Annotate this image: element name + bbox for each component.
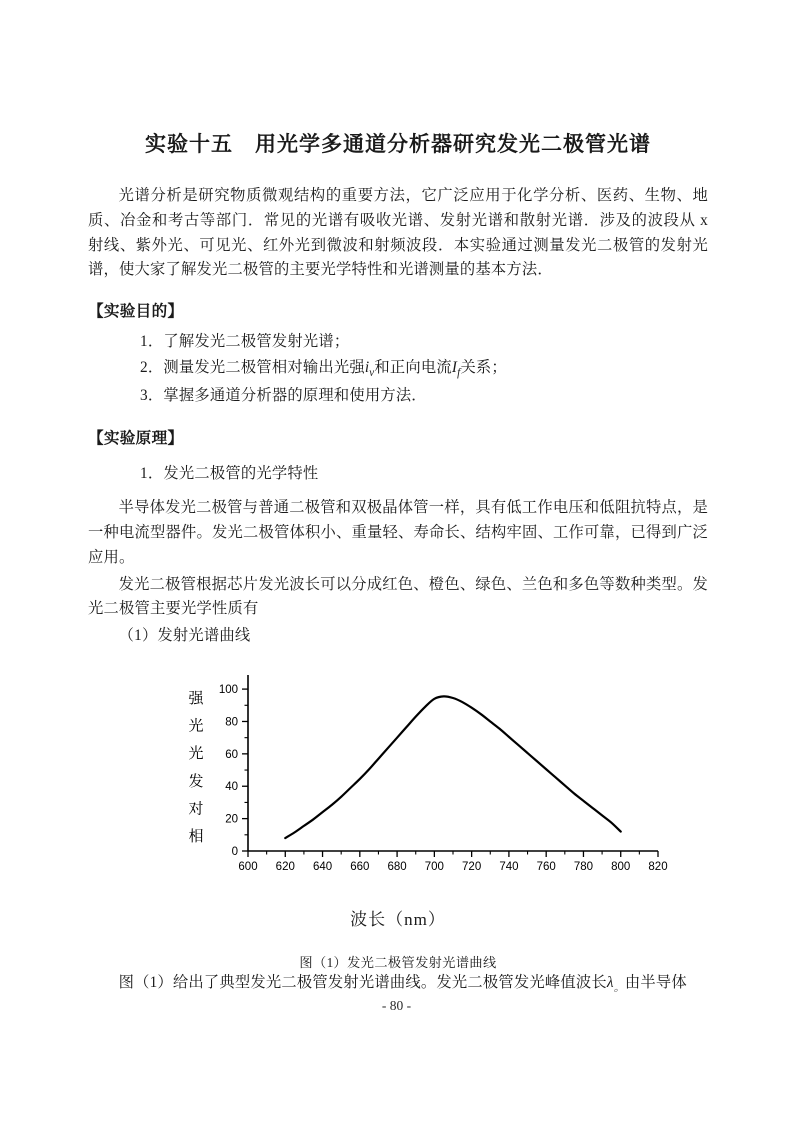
section-heading-objectives: 【实验目的】 <box>88 303 184 321</box>
chart-x-tick-label: 740 <box>499 861 519 873</box>
symbol-iv <box>364 359 375 380</box>
chart-x-tick-label: 760 <box>536 861 556 873</box>
tail-text-after: 由半导体 <box>624 974 687 991</box>
item-text: 测量发光二极管相对输出光强 <box>163 359 365 377</box>
chart-x-tick-label: 720 <box>462 861 482 873</box>
symbol-base: I <box>451 359 458 377</box>
symbol-base: λ <box>606 974 614 991</box>
chart-x-tick-label: 780 <box>573 861 594 873</box>
subsection-item-1: （1）发射光谱曲线 <box>118 627 251 645</box>
page-number: - 80 - <box>381 998 412 1013</box>
chart-y-tick-label: 40 <box>225 781 238 794</box>
item-text: 了解发光二极管发射光谱； <box>163 333 350 351</box>
item-number: 3． <box>140 387 164 405</box>
chart-x-tick-label: 600 <box>238 861 258 873</box>
list-item <box>140 383 708 409</box>
tail-paragraph <box>88 971 708 998</box>
principle-paragraph-2: 发光二极管根据芯片发光波长可以分成红色、橙色、绿色、兰色和多色等数种类型。发光二极管主要光学性质有 <box>88 575 708 618</box>
chart-x-tick-label: 640 <box>312 861 333 873</box>
tail-text-before: 图（1）给出了典型发光二极管发射光谱曲线。发光二极管发光峰值波长 <box>118 974 607 991</box>
item-text-mid: 和正向电流 <box>374 359 452 377</box>
symbol-subscript: v <box>369 367 375 380</box>
chart-container <box>88 673 708 903</box>
chart-y-axis-label-char: 发 <box>188 772 204 790</box>
symbol-subscript: 。 <box>613 982 625 995</box>
item-text-after: 关系； <box>460 359 507 377</box>
chart-x-tick-label: 620 <box>275 861 295 873</box>
page-title: 实验十五 用光学多通道分析器研究发光二极管光谱 <box>145 133 651 156</box>
chart-x-tick-label: 660 <box>350 861 370 873</box>
chart-y-axis-label-char: 光 <box>188 717 204 735</box>
emission-spectrum-chart <box>88 673 708 873</box>
chart-y-tick-label: 60 <box>225 748 238 761</box>
chart-x-tick-label: 680 <box>387 861 407 873</box>
principle-paragraph-1: 半导体发光二极管与普通二极管和双极晶体管一样，具有低工作电压和低阻抗特点，是一种电流型器件。发光二极管体积小、重量轻、寿命长、结构牢固、工作可靠，已得到广泛应用。 <box>88 499 708 566</box>
figure-caption: 图（1）发光二极管发射光谱曲线 <box>299 955 497 970</box>
symbol-lambda-peak <box>606 974 625 995</box>
objectives-list <box>88 329 708 410</box>
intro-paragraph: 光谱分析是研究物质微观结构的重要方法，它广泛应用于化学分析、医药、生物、地质、冶金和考古等部门．常见的光谱有吸收光谱、发射光谱和散射光谱．涉及的波段从 x 射线、紫外光、可见光、红外光到微波和射频波段．本实验通过测量发光二极管的发射光谱，使大家了解发光二极管的主要光学特性和光谱测量的基本方法． <box>88 187 708 279</box>
chart-y-axis-label-char: 相 <box>188 828 204 845</box>
item-text: 掌握多通道分析器的原理和使用方法． <box>163 387 427 405</box>
chart-y-tick-label: 0 <box>231 846 238 858</box>
chart-series-line <box>285 696 620 838</box>
item-number: 2． <box>140 359 164 377</box>
symbol-subscript: f <box>457 367 461 380</box>
list-item <box>140 355 708 383</box>
chart-y-axis-label-char: 强 <box>188 690 204 707</box>
chart-x-tick-label: 820 <box>648 861 668 873</box>
chart-y-axis-label-char: 光 <box>188 745 204 763</box>
item-number: 1． <box>140 333 164 351</box>
document-content <box>88 128 708 1000</box>
figure-emission-spectrum <box>88 673 708 971</box>
section-heading-principles: 【实验原理】 <box>88 429 184 447</box>
chart-x-tick-label: 800 <box>611 861 631 873</box>
chart-x-axis-title: 波长（nm） <box>350 910 446 929</box>
chart-x-tick-label: 700 <box>424 861 444 873</box>
chart-y-axis-label-char: 对 <box>188 800 204 818</box>
subsection-heading: 1．发光二极管的光学特性 <box>140 464 319 482</box>
list-item <box>140 329 708 355</box>
symbol-base: i <box>364 359 370 377</box>
chart-y-tick-label: 100 <box>218 684 238 697</box>
chart-y-tick-label: 80 <box>225 716 238 729</box>
chart-y-tick-label: 20 <box>225 813 238 826</box>
